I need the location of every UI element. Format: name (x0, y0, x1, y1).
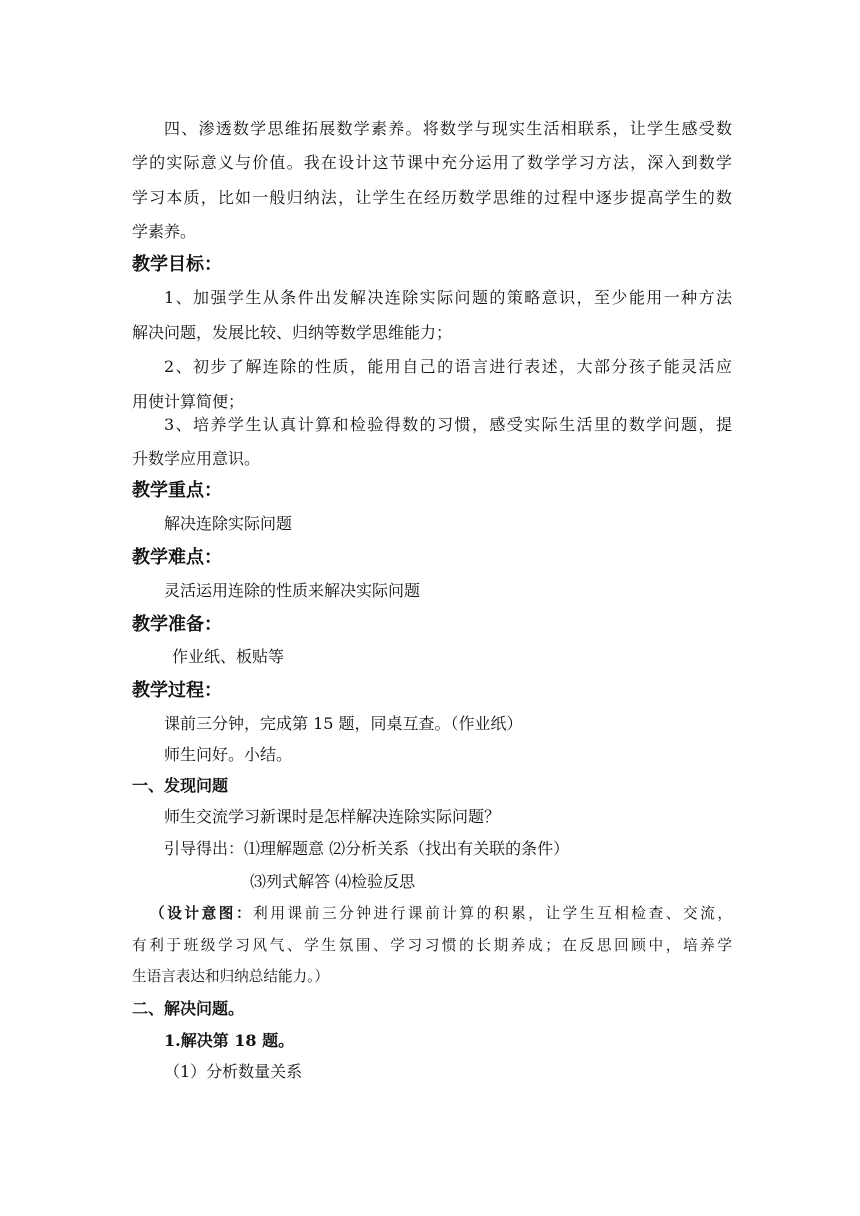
intro-line-2: 学的实际意义与价值。我在设计这节课中充分运用了数学学习方法，深入到数学 (132, 153, 732, 172)
section2-heading: 二、解决问题。 (132, 999, 245, 1018)
design-intent-line-2: 有利于班级学习风气、学生氛围、学习习惯的长期养成；在反思回顾中，培养学 (132, 937, 732, 954)
preparation-text: 作业纸、板贴等 (172, 647, 285, 666)
process-heading: 教学过程： (132, 680, 222, 701)
design-intent-label: （设计意图： (150, 905, 254, 922)
design-intent-text-1: 利用课前三分钟进行课前计算的积累，让学生互相检查、交流， (253, 905, 732, 922)
design-intent-line-3: 生语言表达和归纳总结能力。） (132, 968, 330, 985)
key-point-text: 解决连除实际问题 (164, 514, 293, 533)
intro-line-1: 四、渗透数学思维拓展数学素养。将数学与现实生活相联系，让学生感受数 (164, 119, 732, 138)
goals-heading: 教学目标： (132, 254, 222, 275)
goal-line-1: 1、加强学生从条件出发解决连除实际问题的策略意识，至少能用一种方法 (164, 288, 732, 307)
goal-line-5: 3、培养学生认真计算和检验得数的习惯，感受实际生活里的数学问题，提 (164, 415, 732, 434)
goal-line-3: 2、初步了解连除的性质，能用自己的语言进行表述，大部分孩子能灵活应 (164, 357, 732, 376)
section1-heading: 一、发现问题 (132, 776, 229, 795)
preparation-heading: 教学准备： (132, 614, 222, 635)
process-line-2: 师生问好。小结。 (164, 745, 293, 764)
goal-line-4: 用使计算简便； (132, 392, 245, 411)
difficulty-heading: 教学难点： (132, 547, 222, 568)
section1-line-3: ⑶列式解答 ⑷检验反思 (250, 872, 416, 891)
section1-line-1: 师生交流学习新课时是怎样解决连除实际问题？ (164, 807, 501, 826)
section2-item: （1）分析数量关系 (164, 1062, 303, 1081)
intro-line-3: 学习本质，比如一般归纳法，让学生在经历数学思维的过程中逐步提高学生的数 (132, 188, 732, 207)
goal-line-6: 升数学应用意识。 (132, 449, 261, 468)
key-point-heading: 教学重点： (132, 480, 222, 501)
section2-subheading: 1.解决第 18 题。 (164, 1031, 295, 1050)
difficulty-text: 灵活运用连除的性质来解决实际问题 (164, 581, 421, 600)
intro-line-4: 学素养。 (132, 222, 197, 241)
process-line-1: 课前三分钟，完成第 15 题，同桌互查。（作业纸） (164, 714, 523, 733)
goal-line-2: 解决问题，发展比较、归纳等数学思维能力； (132, 323, 453, 342)
section1-line-2: 引导得出：⑴理解题意 ⑵分析关系（找出有关联的条件） (164, 839, 570, 858)
design-intent-line-1 (150, 902, 732, 923)
